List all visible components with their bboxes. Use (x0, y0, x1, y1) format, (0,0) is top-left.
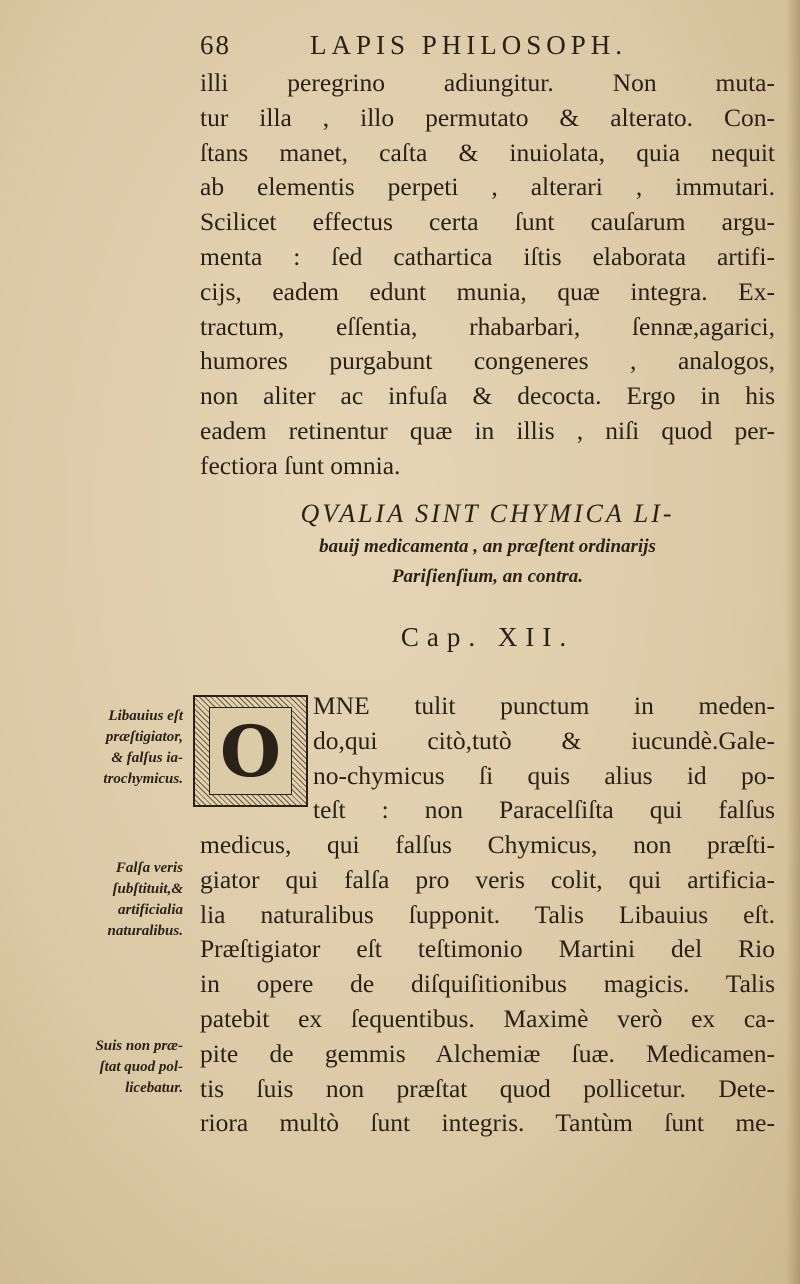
marginal-line: Suis non præ- (95, 1038, 183, 1054)
marginal-line: præſtigiator, (105, 729, 183, 745)
chapter-heading-line-3: Pariſienſium, an contra. (391, 566, 584, 587)
text-line: Præſtigiator eſt teſtimonio Martini del Rio (200, 934, 775, 964)
chapter-heading-line-1: QVALIA SINT CHYMICA LI- (300, 499, 675, 528)
running-title: LAPIS PHILOSOPH. (310, 30, 628, 60)
text-line: ab elementis perpeti , alterari , immutari. (200, 172, 775, 202)
text-line: riora multò ſunt integris. Tantùm ſunt me- (200, 1108, 775, 1138)
marginal-line: & falſus ia- (111, 750, 183, 766)
text-line: menta : ſed cathartica iſtis elaborata artifi- (200, 241, 775, 271)
text-line: Scilicet effectus certa ſunt cauſarum argu- (200, 207, 775, 237)
marginal-line: trochymicus. (103, 771, 183, 787)
paragraph-2 (200, 828, 775, 1141)
marginal-line: Libauius eſt (108, 708, 183, 724)
paragraph-2-beside-initial (313, 689, 775, 828)
marginal-line: artificialia (118, 902, 183, 918)
chapter-heading (200, 496, 775, 592)
text-line: humores purgabunt congeneres , analogos, (200, 346, 775, 376)
marginal-note-2 (8, 858, 183, 942)
decorated-initial (193, 695, 308, 807)
text-line: do,qui citò,tutò & iucundè.Gale- (313, 725, 775, 755)
text-line: giator qui falſa pro veris colit, qui artificia- (200, 864, 775, 894)
initial-frame (209, 707, 292, 795)
chapter-heading-line-2: bauij medicamenta , an præſtent ordinarijs (319, 536, 656, 557)
text-line: eadem retinentur quæ in illis , niſi quod per- (200, 415, 775, 445)
text-line: no-chymicus ſi quis alius id po- (313, 760, 775, 790)
text-line: in opere de diſquiſitionibus magicis. Talis (200, 969, 775, 999)
running-header (200, 30, 780, 64)
text-line: tractum, eſſentia, rhabarbari, ſennæ,agarici, (200, 311, 775, 341)
text-line: pite de gemmis Alchemiæ ſuæ. Medicamen- (200, 1038, 775, 1068)
marginal-note-3 (8, 1036, 183, 1099)
marginal-line: naturalibus. (107, 923, 183, 939)
text-line: tur illa , illo permutato & alterato. Con- (200, 102, 775, 132)
text-line: illi peregrino adiungitur. Non muta- (200, 68, 775, 97)
page-edge-shadow (786, 0, 800, 1284)
initial-letter: O (220, 709, 281, 793)
text-line: teſt : non Paracelſiſta qui falſus (313, 795, 775, 825)
text-line: medicus, qui falſus Chymicus, non præſti- (200, 830, 775, 859)
paragraph-1 (200, 66, 775, 484)
page-number: 68 (200, 30, 231, 60)
marginal-line: Falſa veris (115, 860, 183, 876)
text-line: non aliter ac infuſa & decocta. Ergo in his (200, 381, 775, 411)
marginal-line: licebatur. (125, 1080, 183, 1096)
text-line: lia naturalibus ſupponit. Talis Libauius eſt. (200, 899, 775, 929)
text-line: ſtans manet, caſta & inuiolata, quia nequit (200, 137, 775, 167)
marginal-note-1 (8, 706, 183, 790)
text-line: MNE tulit punctum in meden- (313, 691, 775, 720)
text-line: tis ſuis non præſtat quod pollicetur. Dete- (200, 1073, 775, 1103)
text-line: patebit ex ſequentibus. Maximè verò ex ca- (200, 1003, 775, 1033)
marginal-line: ſubſtituit,& (112, 881, 183, 897)
text-line: fectiora ſunt omnia. (200, 450, 401, 480)
marginal-line: ſtat quod pol- (99, 1059, 183, 1075)
chapter-label: Cap. XII. (400, 622, 575, 652)
text-line: cijs, eadem edunt munia, quæ integra. Ex- (200, 276, 775, 306)
